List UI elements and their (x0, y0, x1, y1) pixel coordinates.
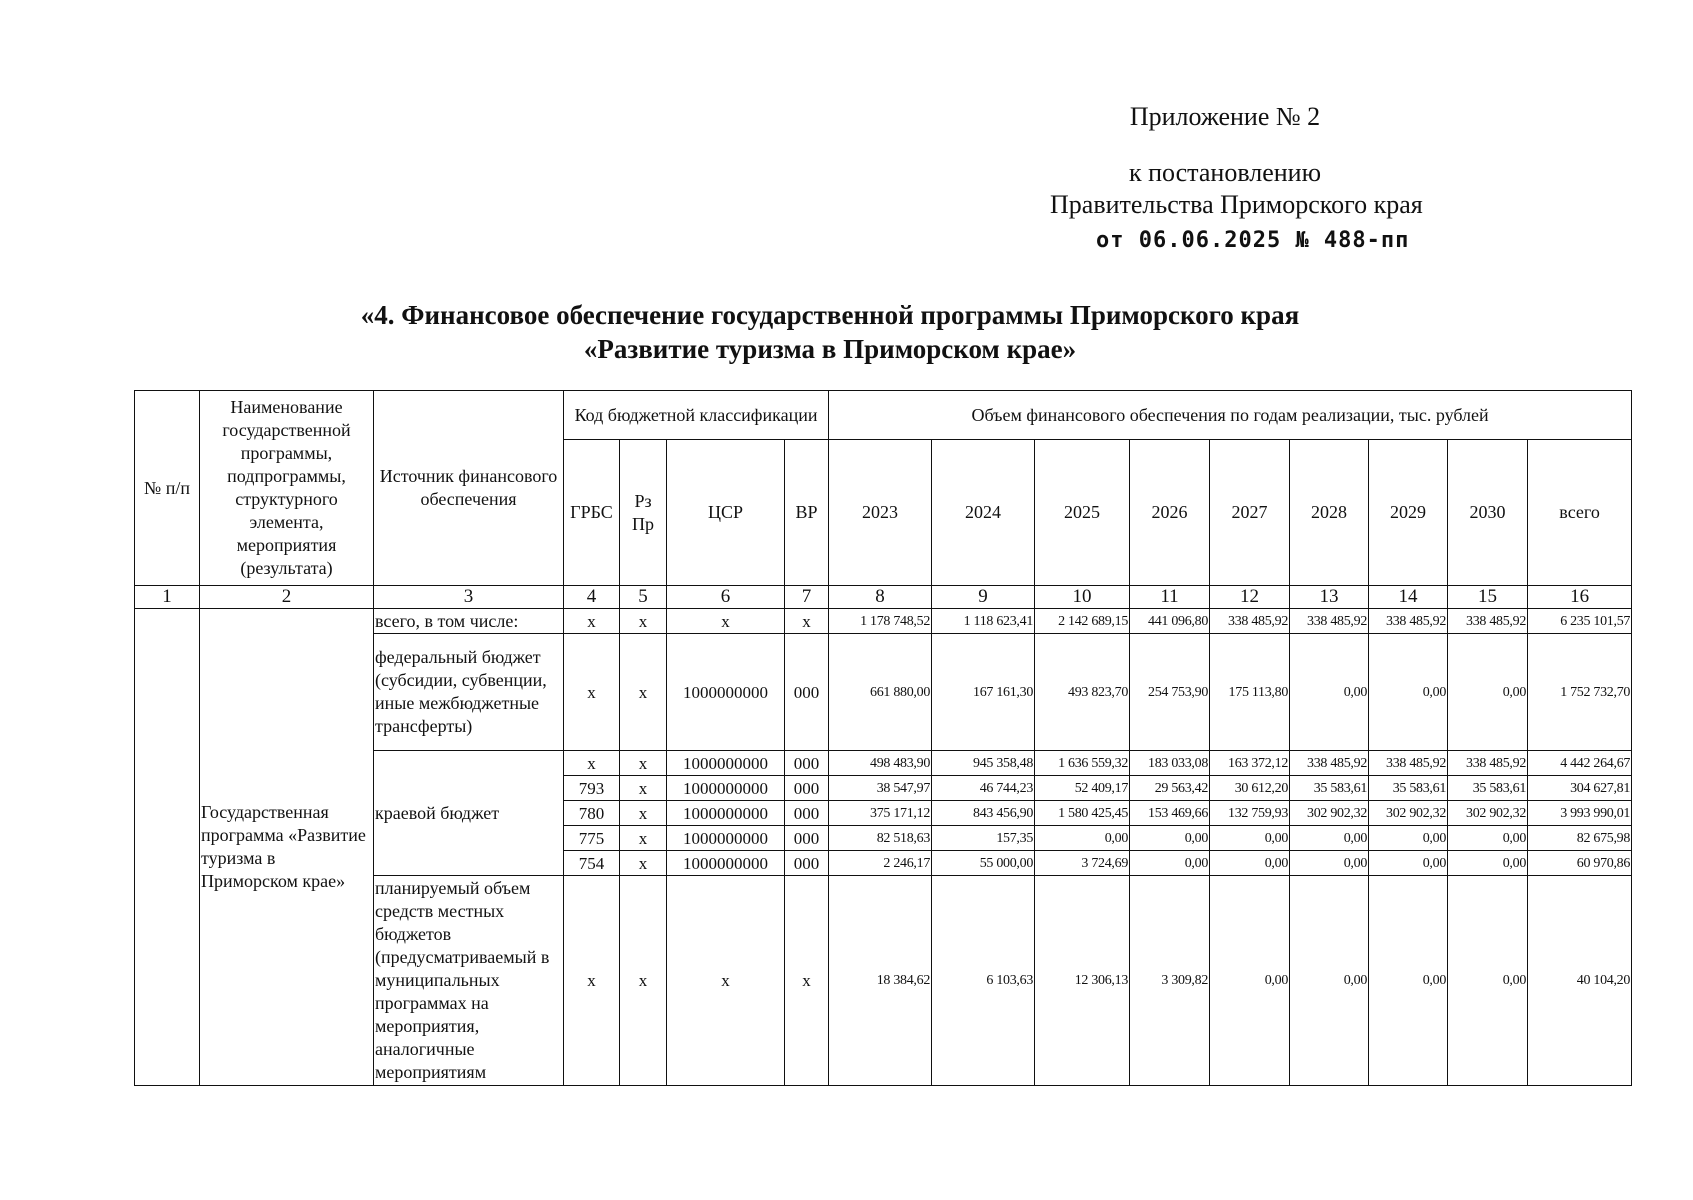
title-line-2: «Развитие туризма в Приморском крае» (583, 334, 1077, 364)
grbs-cell: 775 (564, 826, 620, 851)
header-year: 2029 (1369, 440, 1448, 586)
value-cell: 183 033,08 (1130, 751, 1210, 776)
vr-cell: 000 (785, 634, 829, 751)
column-number: 1 (135, 586, 200, 609)
header-year: 2026 (1130, 440, 1210, 586)
grbs-cell: x (564, 751, 620, 776)
value-cell: 3 993 990,01 (1528, 801, 1632, 826)
value-cell: 4 442 264,67 (1528, 751, 1632, 776)
value-cell: 375 171,12 (829, 801, 932, 826)
value-cell: 0,00 (1369, 876, 1448, 1086)
header-year: 2030 (1448, 440, 1528, 586)
rzpr-cell: x (620, 876, 667, 1086)
value-cell: 60 970,86 (1528, 851, 1632, 876)
resolution-label: к постановлению (1128, 158, 1322, 187)
header-total: всего (1528, 440, 1632, 586)
grbs-cell: x (564, 876, 620, 1086)
value-cell: 338 485,92 (1290, 609, 1369, 634)
value-cell: 82 518,63 (829, 826, 932, 851)
value-cell: 0,00 (1290, 634, 1369, 751)
value-cell: 153 469,66 (1130, 801, 1210, 826)
column-number: 12 (1210, 586, 1290, 609)
header-source: Источник финансового обеспечения (374, 391, 564, 586)
title-line-1: «4. Финансовое обеспечение государственной программы Приморского края (360, 300, 1300, 330)
header-year: 2027 (1210, 440, 1290, 586)
csr-cell: x (667, 876, 785, 1086)
source-cell: федеральный бюджет (субсидии, субвенции, иные межбюджетные трансферты) (374, 634, 564, 751)
value-cell: 35 583,61 (1369, 776, 1448, 801)
finance-table (134, 390, 1632, 1086)
header-grbs: ГРБС (564, 440, 620, 586)
value-cell: 40 104,20 (1528, 876, 1632, 1086)
value-cell: 157,35 (932, 826, 1035, 851)
csr-cell: 1000000000 (667, 826, 785, 851)
value-cell: 29 563,42 (1130, 776, 1210, 801)
value-cell: 52 409,17 (1035, 776, 1130, 801)
value-cell: 30 612,20 (1210, 776, 1290, 801)
value-cell: 167 161,30 (932, 634, 1035, 751)
header-kbk: Код бюджетной классификации (564, 391, 829, 440)
rzpr-cell: x (620, 609, 667, 634)
column-number: 15 (1448, 586, 1528, 609)
column-number: 8 (829, 586, 932, 609)
source-cell: планируемый объем средств местных бюджетов (предусматриваемый в муниципальных программах на мероприятия, аналогичные мероприятиям (374, 876, 564, 1086)
value-cell: 338 485,92 (1210, 609, 1290, 634)
table-row (135, 609, 1632, 634)
order-reference: от 06.06.2025 № 488-пп (1096, 228, 1410, 253)
value-cell: 0,00 (1448, 851, 1528, 876)
column-number: 11 (1130, 586, 1210, 609)
csr-cell: x (667, 609, 785, 634)
header-volume: Объем финансового обеспечения по годам реализации, тыс. рублей (829, 391, 1632, 440)
value-cell: 0,00 (1210, 851, 1290, 876)
column-number: 14 (1369, 586, 1448, 609)
value-cell: 0,00 (1369, 851, 1448, 876)
value-cell: 0,00 (1130, 851, 1210, 876)
value-cell: 0,00 (1290, 876, 1369, 1086)
value-cell: 302 902,32 (1290, 801, 1369, 826)
vr-cell: 000 (785, 801, 829, 826)
value-cell: 0,00 (1290, 851, 1369, 876)
value-cell: 302 902,32 (1448, 801, 1528, 826)
value-cell: 1 636 559,32 (1035, 751, 1130, 776)
value-cell: 35 583,61 (1290, 776, 1369, 801)
csr-cell: 1000000000 (667, 634, 785, 751)
column-number: 10 (1035, 586, 1130, 609)
appendix-label: Приложение № 2 (1129, 102, 1321, 131)
value-cell: 12 306,13 (1035, 876, 1130, 1086)
value-cell: 2 142 689,15 (1035, 609, 1130, 634)
header-csr: ЦСР (667, 440, 785, 586)
rzpr-cell: x (620, 801, 667, 826)
value-cell: 82 675,98 (1528, 826, 1632, 851)
column-number: 9 (932, 586, 1035, 609)
csr-cell: 1000000000 (667, 776, 785, 801)
column-number: 4 (564, 586, 620, 609)
rzpr-cell: x (620, 634, 667, 751)
value-cell: 1 580 425,45 (1035, 801, 1130, 826)
value-cell: 338 485,92 (1448, 609, 1528, 634)
header-year: 2025 (1035, 440, 1130, 586)
value-cell: 55 000,00 (932, 851, 1035, 876)
vr-cell: 000 (785, 826, 829, 851)
vr-cell: x (785, 876, 829, 1086)
value-cell: 945 358,48 (932, 751, 1035, 776)
header-year: 2024 (932, 440, 1035, 586)
column-number: 13 (1290, 586, 1369, 609)
csr-cell: 1000000000 (667, 801, 785, 826)
value-cell: 0,00 (1369, 634, 1448, 751)
value-cell: 493 823,70 (1035, 634, 1130, 751)
page-title (240, 298, 1420, 366)
value-cell: 441 096,80 (1130, 609, 1210, 634)
column-number: 5 (620, 586, 667, 609)
header-num: № п/п (135, 391, 200, 586)
rzpr-cell: x (620, 751, 667, 776)
rzpr-cell: x (620, 776, 667, 801)
vr-cell: 000 (785, 751, 829, 776)
value-cell: 0,00 (1448, 634, 1528, 751)
program-name-cell: Государственная программа «Развитие туризма в Приморском крае» (200, 609, 374, 1086)
column-number: 2 (200, 586, 374, 609)
value-cell: 0,00 (1290, 826, 1369, 851)
value-cell: 0,00 (1035, 826, 1130, 851)
value-cell: 6 235 101,57 (1528, 609, 1632, 634)
value-cell: 38 547,97 (829, 776, 932, 801)
value-cell: 3 309,82 (1130, 876, 1210, 1086)
column-number: 6 (667, 586, 785, 609)
value-cell: 2 246,17 (829, 851, 932, 876)
value-cell: 661 880,00 (829, 634, 932, 751)
vr-cell: x (785, 609, 829, 634)
value-cell: 338 485,92 (1290, 751, 1369, 776)
column-number: 3 (374, 586, 564, 609)
government-label: Правительства Приморского края (1050, 190, 1423, 219)
value-cell: 338 485,92 (1369, 609, 1448, 634)
value-cell: 0,00 (1130, 826, 1210, 851)
value-cell: 0,00 (1210, 876, 1290, 1086)
value-cell: 163 372,12 (1210, 751, 1290, 776)
column-number: 7 (785, 586, 829, 609)
vr-cell: 000 (785, 851, 829, 876)
column-number: 16 (1528, 586, 1632, 609)
header-year: 2028 (1290, 440, 1369, 586)
value-cell: 1 118 623,41 (932, 609, 1035, 634)
value-cell: 175 113,80 (1210, 634, 1290, 751)
grbs-cell: 754 (564, 851, 620, 876)
header-year: 2023 (829, 440, 932, 586)
value-cell: 0,00 (1448, 876, 1528, 1086)
value-cell: 0,00 (1448, 826, 1528, 851)
vr-cell: 000 (785, 776, 829, 801)
value-cell: 304 627,81 (1528, 776, 1632, 801)
rzpr-cell: x (620, 826, 667, 851)
grbs-cell: 780 (564, 801, 620, 826)
value-cell: 46 744,23 (932, 776, 1035, 801)
rzpr-cell: x (620, 851, 667, 876)
value-cell: 6 103,63 (932, 876, 1035, 1086)
source-cell: всего, в том числе: (374, 609, 564, 634)
csr-cell: 1000000000 (667, 851, 785, 876)
value-cell: 1 178 748,52 (829, 609, 932, 634)
value-cell: 18 384,62 (829, 876, 932, 1086)
csr-cell: 1000000000 (667, 751, 785, 776)
value-cell: 338 485,92 (1448, 751, 1528, 776)
value-cell: 302 902,32 (1369, 801, 1448, 826)
value-cell: 498 483,90 (829, 751, 932, 776)
value-cell: 132 759,93 (1210, 801, 1290, 826)
value-cell: 35 583,61 (1448, 776, 1528, 801)
header-name: Наименование государственной программы, подпрограммы, структурного элемента, мероприятия (результата) (200, 391, 374, 586)
header-rzpr: Рз Пр (620, 440, 667, 586)
value-cell: 3 724,69 (1035, 851, 1130, 876)
grbs-cell: x (564, 634, 620, 751)
value-cell: 0,00 (1369, 826, 1448, 851)
grbs-cell: x (564, 609, 620, 634)
value-cell: 338 485,92 (1369, 751, 1448, 776)
row-number-cell (135, 609, 200, 1086)
grbs-cell: 793 (564, 776, 620, 801)
header-vr: ВР (785, 440, 829, 586)
value-cell: 254 753,90 (1130, 634, 1210, 751)
value-cell: 0,00 (1210, 826, 1290, 851)
value-cell: 843 456,90 (932, 801, 1035, 826)
source-cell: краевой бюджет (374, 751, 564, 876)
value-cell: 1 752 732,70 (1528, 634, 1632, 751)
